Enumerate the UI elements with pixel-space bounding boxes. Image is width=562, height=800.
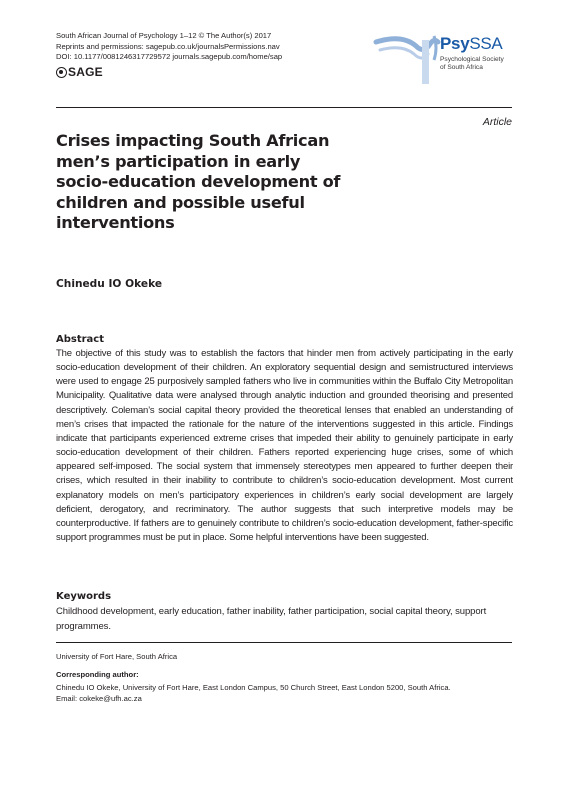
corresponding-author-details (56, 682, 516, 704)
keywords-text: Childhood development, early education, father inability, father participation, social capital theory, support programmes. (56, 606, 487, 632)
sage-wordmark: SAGE (68, 65, 103, 79)
header-divider (56, 107, 512, 108)
corresponding-author-email[interactable]: Email: cokeke@ufh.ac.za (56, 694, 142, 703)
psyssa-wordmark: PsySSA (440, 34, 503, 53)
doi-link[interactable]: DOI: 10.1177/0081246317729572 journals.sagepub.com/home/sap (56, 52, 283, 61)
corresponding-author-heading: Corresponding author: (56, 670, 139, 679)
journal-citation: South African Journal of Psychology 1–12 © The Author(s) 2017 (56, 31, 272, 40)
article-type-label: Article (482, 116, 512, 128)
sage-logo (56, 65, 103, 79)
corresponding-author-address: Chinedu IO Okeke, University of Fort Hare, East London Campus, 50 Church Street, East London 5200, South Africa. (56, 683, 451, 692)
society-name: Psychological Society of South Africa (440, 56, 504, 72)
keywords-heading: Keywords (56, 591, 112, 602)
sage-circle-icon (56, 67, 67, 78)
psyssa-logo-text (440, 35, 504, 72)
article-title: Crises impacting South African men’s participation in early socio-education development of children and possible useful interventions (56, 131, 341, 232)
affiliation: University of Fort Hare, South Africa (56, 652, 178, 661)
abstract-text: The objective of this study was to establish the factors that hinder men from actively participating in the early socio-education development of their children. An exploratory sequential design and semistructured interviews were used to engage 25 purposively sampled fathers who live in communities within the Buffalo City Metropolitan Municipality. Qualitative data were analysed through analytic induction and grounded theorising and presented descriptively. Coleman’s social capital theory provided the theoretical lenses that enabled an understanding of men’s crises that impacted the rationale for the nature of the interventions suggested in this article. Findings indicate that participants experienced extreme crises that impeded their ability to genuinely participate in early socio-education development of their children. Fathers reported experiencing huge crises, some of which appeared self-imposed. The social system that immensely stereotypes men appeared to further deepen their crises, which resulted in their inability to contribute to children’s socio-education development. Most current explanatory models on men’s participatory experiences in children’s early social development are largely deficient, derogatory, and recriminatory. The author suggests that such interpretive models may be counterproductive. If fathers are to genuinely contribute to children’s socio-education development, father-specific support programmes must be put in place. Some helpful interventions have been suggested. (56, 348, 513, 544)
permissions-link[interactable]: Reprints and permissions: sagepub.co.uk/journalsPermissions.nav (56, 41, 280, 51)
footer-divider (56, 642, 512, 643)
abstract-heading: Abstract (56, 334, 105, 345)
journal-header (56, 31, 282, 63)
author-name: Chinedu IO Okeke (56, 278, 163, 290)
